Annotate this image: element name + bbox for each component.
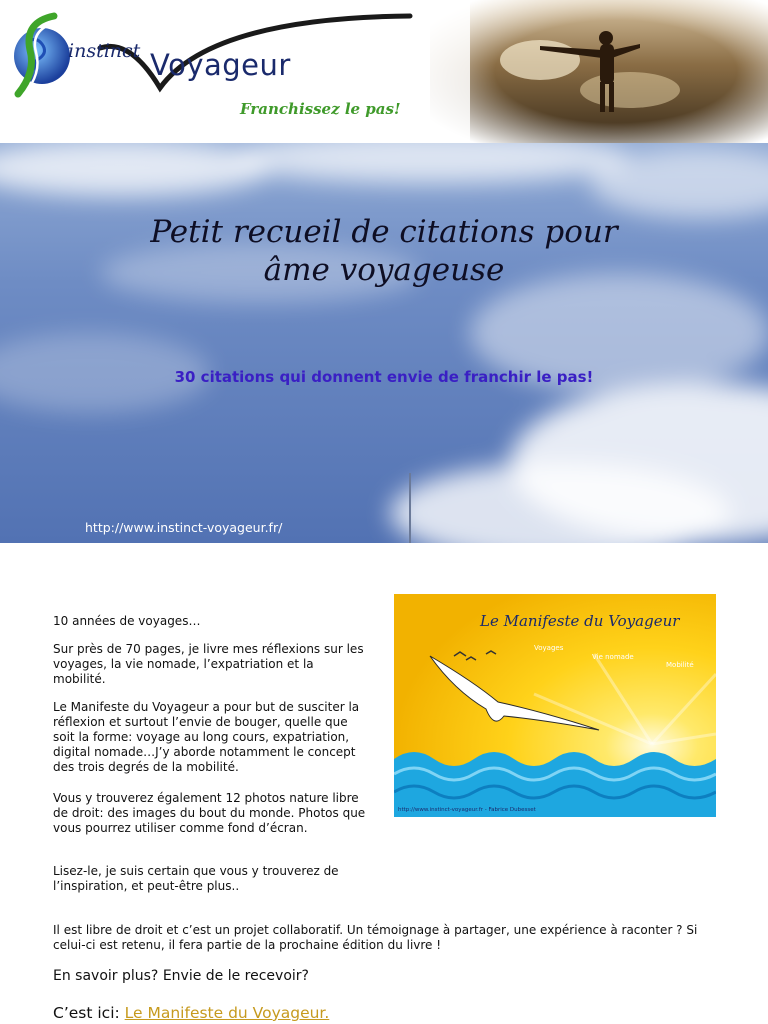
book-cover-tag-vie-nomade: Vie nomade: [592, 653, 634, 661]
intro-paragraph-3: Le Manifeste du Voyageur a pour but de susciter la réflexion et surtout l’envie de bouger, quelle que soit la forme: voyage au long cours, expatriation, digital nomade…J’y aborde notamment le concept des trois degrés de la mobilité.: [53, 700, 360, 774]
hero-banner: [0, 143, 768, 543]
brand-slogan: Franchissez le pas!: [240, 100, 401, 118]
hero-subtitle: 30 citations qui donnent envie de franchir le pas!: [174, 368, 594, 386]
book-cover-credit: http://www.instinct-voyageur.fr - Fabrice Dubesset: [398, 807, 536, 813]
site-header: [0, 0, 768, 143]
brand-voyageur-text: Voyageur: [150, 48, 291, 82]
brand-instinct-text: instinct: [68, 40, 141, 62]
book-cover-tag-voyages: Voyages: [534, 644, 564, 652]
book-cover-tag-mobilite: Mobilité: [666, 661, 694, 669]
collaborative-paragraph: Il est libre de droit et c’est un projet collaboratif. Un témoignage à partager, une expérience à raconter ? Si celui-ci est retenu, il fera partie de la prochaine édition du livre !: [53, 923, 698, 952]
cta-line: [53, 1004, 329, 1022]
hero-title-line2: âme voyageuse: [263, 252, 505, 288]
hero-title-line1: Petit recueil de citations pour: [150, 214, 618, 250]
intro-paragraph-2: Sur près de 70 pages, je livre mes réflexions sur les voyages, la vie nomade, l’expatriation et la mobilité.: [53, 642, 364, 686]
cta-prefix: C’est ici:: [53, 1004, 125, 1022]
intro-paragraph-4: Vous y trouverez également 12 photos nature libre de droit: des images du bout du monde. Photos que vous pourrez utiliser comme fond d’écran.: [53, 791, 366, 835]
hero-title: [0, 213, 768, 289]
person-arms-open-sunset-photo: [430, 0, 768, 143]
intro-paragraph-5: Lisez-le, je suis certain que vous y trouverez de l’inspiration, et peut-être plus..: [53, 864, 339, 893]
sky-clouds-background: [0, 143, 768, 543]
manifeste-link[interactable]: Le Manifeste du Voyageur.: [124, 1004, 330, 1022]
hero-url-link[interactable]: http://www.instinct-voyageur.fr/: [85, 520, 283, 535]
cta-question: En savoir plus? Envie de le recevoir?: [53, 968, 309, 984]
book-cover-image[interactable]: [394, 594, 716, 817]
book-cover-title: Le Manifeste du Voyageur: [480, 612, 680, 630]
intro-paragraph-1: 10 années de voyages…: [53, 614, 201, 628]
